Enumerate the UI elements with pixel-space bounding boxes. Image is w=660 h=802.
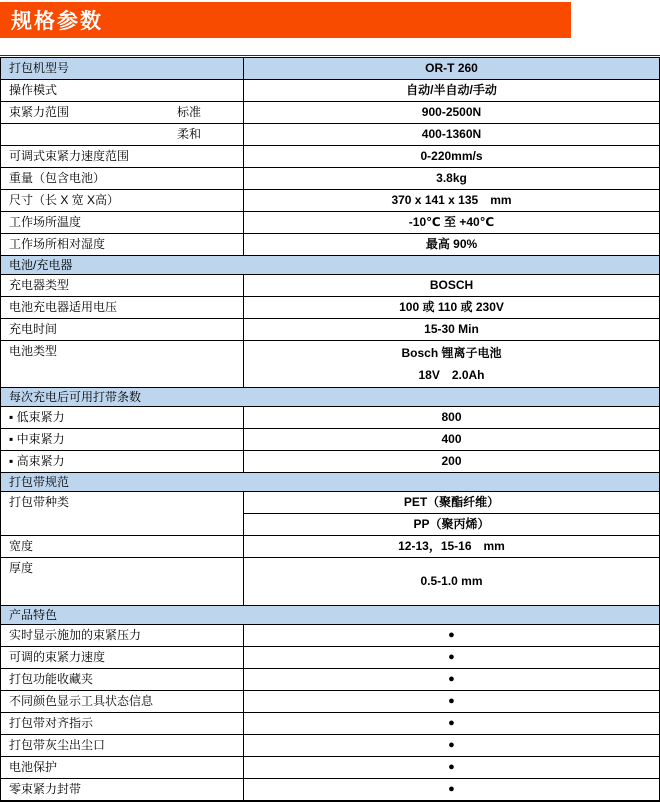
table-row [1, 234, 660, 256]
row-label: 厚度 [1, 558, 244, 606]
row-label: ▪ 低束紧力 [1, 407, 244, 429]
table-row [1, 625, 660, 647]
feature-dot: ● [244, 735, 660, 757]
table-row [1, 779, 660, 801]
row-value: 最高 90% [244, 234, 660, 256]
table-row [1, 407, 660, 429]
row-label-text: 束紧力范围 [9, 105, 70, 119]
row-label: ▪ 高束紧力 [1, 451, 244, 473]
row-label: 电池保护 [1, 757, 244, 779]
row-value: -10℃ 至 +40℃ [244, 212, 660, 234]
row-label: 可调的束紧力速度 [1, 647, 244, 669]
row-value: 400 [244, 429, 660, 451]
row-value: OR-T 260 [244, 58, 660, 80]
row-label: 不同颜色显示工具状态信息 [1, 691, 244, 713]
row-value: BOSCH [244, 275, 660, 297]
table-row [1, 451, 660, 473]
table-row [1, 669, 660, 691]
row-value: 400-1360N [244, 124, 660, 146]
row-label: 实时显示施加的束紧压力 [1, 625, 244, 647]
row-value: 0.5-1.0 mm [244, 558, 660, 606]
table-row [1, 492, 660, 514]
row-label: 电池充电器适用电压 [1, 297, 244, 319]
row-label-wrap [9, 105, 239, 120]
table-row [1, 757, 660, 779]
row-value [244, 341, 660, 388]
page-title: 规格参数 [11, 10, 103, 33]
row-label: 重量（包含电池） [1, 168, 244, 190]
row-value: 12-13，15-16 mm [244, 536, 660, 558]
row-label: ▪ 中束紧力 [1, 429, 244, 451]
table-row [1, 735, 660, 757]
table-row [1, 429, 660, 451]
row-label: 打包带灰尘出尘口 [1, 735, 244, 757]
row-label: 打包功能收藏夹 [1, 669, 244, 691]
section-row [1, 256, 660, 275]
page-title-bar [0, 2, 571, 38]
table-row [1, 102, 660, 124]
row-label: 打包机型号 [1, 58, 244, 80]
row-value: 3.8kg [244, 168, 660, 190]
row-label: 充电器类型 [1, 275, 244, 297]
row-label: 宽度 [1, 536, 244, 558]
section-label: 产品特色 [1, 606, 660, 625]
row-label: 尺寸（长 X 宽 X高） [1, 190, 244, 212]
table-row [1, 558, 660, 606]
table-row [1, 536, 660, 558]
row-label: 打包带对齐指示 [1, 713, 244, 735]
table-row [1, 319, 660, 341]
table-row [1, 190, 660, 212]
row-label: 可调式束紧力速度范围 [1, 146, 244, 168]
table-row [1, 212, 660, 234]
row-sublabel: 标准 [176, 105, 201, 119]
feature-dot: ● [244, 779, 660, 801]
table-row [1, 168, 660, 190]
table-row [1, 647, 660, 669]
row-value: 0-220mm/s [244, 146, 660, 168]
section-label: 电池/充电器 [1, 256, 660, 275]
table-row [1, 146, 660, 168]
row-value: 900-2500N [244, 102, 660, 124]
row-label: 工作场所相对湿度 [1, 234, 244, 256]
table-row [1, 713, 660, 735]
table-row [1, 80, 660, 102]
table-row [1, 58, 660, 80]
row-value: 100 或 110 或 230V [244, 297, 660, 319]
section-row [1, 606, 660, 625]
section-label: 每次充电后可用打带条数 [1, 388, 660, 407]
row-label: 工作场所温度 [1, 212, 244, 234]
row-value-line: 18V 2.0Ah [418, 368, 485, 382]
feature-dot: ● [244, 669, 660, 691]
row-value: 自动/半自动/手动 [244, 80, 660, 102]
table-row [1, 275, 660, 297]
section-label: 打包带规范 [1, 473, 660, 492]
row-label: 电池类型 [1, 341, 244, 388]
section-row [1, 388, 660, 407]
feature-dot: ● [244, 625, 660, 647]
row-value-line: Bosch 锂离子电池 [401, 346, 502, 360]
row-label: 零束紧力封带 [1, 779, 244, 801]
row-value: PET（聚酯纤维） [244, 492, 660, 514]
feature-dot: ● [244, 647, 660, 669]
table-row [1, 341, 660, 388]
row-label [1, 102, 244, 124]
feature-dot: ● [244, 713, 660, 735]
table-row [1, 124, 660, 146]
row-value: 370 x 141 x 135 mm [244, 190, 660, 212]
row-value: 800 [244, 407, 660, 429]
section-row [1, 473, 660, 492]
row-value: 15-30 Min [244, 319, 660, 341]
feature-dot: ● [244, 757, 660, 779]
table-row [1, 691, 660, 713]
row-label: 打包带种类 [1, 492, 244, 536]
spec-table [0, 57, 660, 802]
row-label-wrap [9, 127, 239, 142]
row-label: 充电时间 [1, 319, 244, 341]
table-row [1, 297, 660, 319]
row-label [1, 124, 244, 146]
row-value: 200 [244, 451, 660, 473]
row-label: 操作模式 [1, 80, 244, 102]
row-value: PP（聚丙烯） [244, 514, 660, 536]
top-divider [0, 55, 660, 56]
row-sublabel: 柔和 [176, 127, 201, 141]
feature-dot: ● [244, 691, 660, 713]
